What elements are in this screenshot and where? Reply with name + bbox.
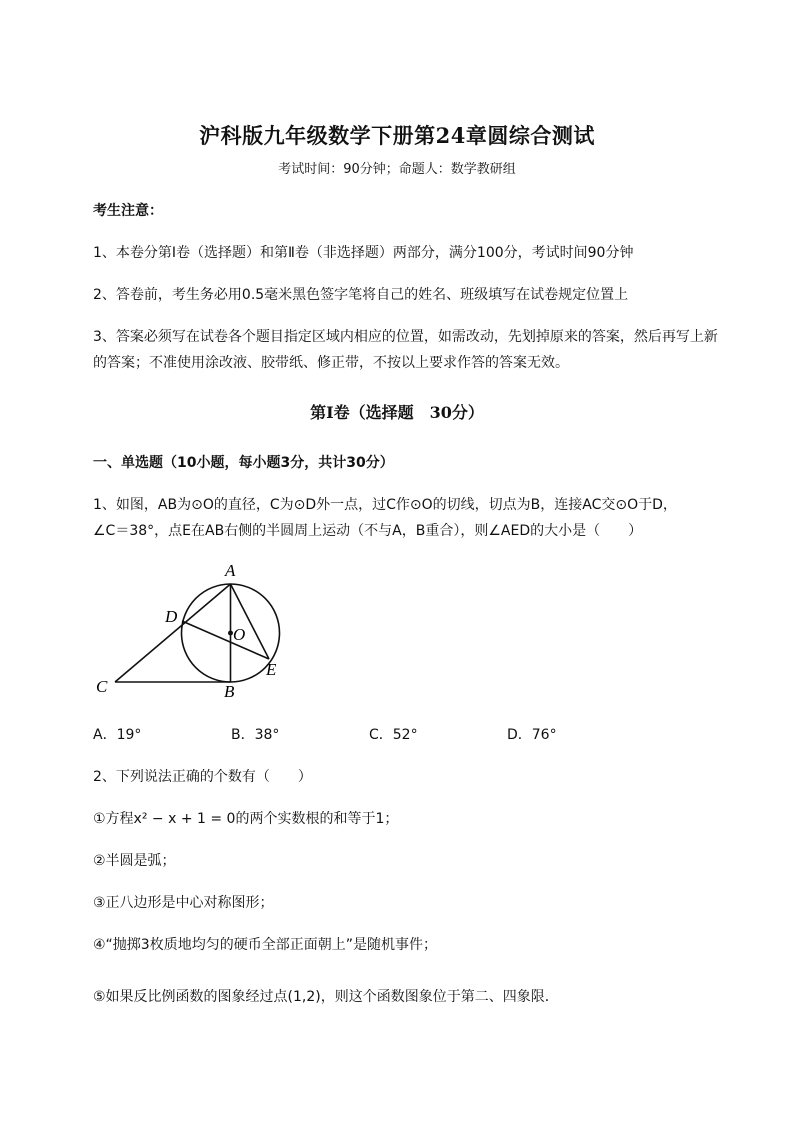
label-e: E (266, 660, 277, 679)
page-title: 沪科版九年级数学下册第24章圆综合测试 (199, 123, 595, 148)
line-ae (231, 584, 270, 659)
label-b: B (224, 682, 235, 701)
label-c: C (96, 677, 108, 696)
option-c[interactable]: C．52° (369, 727, 418, 743)
question-2-item: ④“抛掷3枚质地均匀的硬币全部正面朝上”是随机事件； (93, 937, 437, 953)
question-1-line-1: 1、如图，AB为⊙O的直径，C为⊙D外一点，过C作⊙O的切线，切点为B，连接AC交⊙O于D， (93, 497, 677, 513)
line-de (182, 621, 269, 659)
notice-item: 3、答案必须写在试卷各个题目指定区域内相应的位置，如需改动，先划掉原来的答案，然后再写上新 (93, 329, 718, 345)
section-title: 第Ⅰ卷（选择题 30分） (310, 403, 484, 422)
exam-info: 考试时间：90分钟；命题人：数学教研组 (278, 162, 516, 177)
label-a: A (225, 561, 236, 580)
notice-item: 2、答卷前，考生务必用0.5毫米黑色签字笔将自己的姓名、班级填写在试卷规定位置上 (93, 287, 629, 303)
question-2-stem: 2、下列说法正确的个数有（ ） (93, 769, 312, 785)
question-2-item: ②半圆是弧； (93, 853, 176, 869)
notice-heading: 考生注意： (93, 203, 163, 219)
line-ca (115, 584, 231, 682)
question-2-item: ③正八边形是中心对称图形； (93, 895, 274, 911)
notice-item: 的答案；不准使用涂改液、胶带纸、修正带，不按以上要求作答的答案无效。 (93, 355, 569, 371)
option-b[interactable]: B．38° (231, 727, 280, 743)
option-d[interactable]: D．76° (507, 727, 557, 743)
option-a[interactable]: A．19° (93, 727, 142, 743)
label-d: D (165, 607, 178, 626)
question-2-item: ⑤如果反比例函数的图象经过点(1,2)，则这个函数图象位于第二、四象限． (93, 989, 559, 1005)
notice-item: 1、本卷分第Ⅰ卷（选择题）和第Ⅱ卷（非选择题）两部分，满分100分，考试时间90分钟 (93, 245, 634, 261)
question-2-item: ①方程x² − x + 1 = 0的两个实数根的和等于1； (93, 811, 399, 827)
circle-tangent-figure (0, 555, 794, 705)
question-1-line-2: ∠C＝38°，点E在AB右侧的半圆周上运动（不与A，B重合），则∠AED的大小是（ ） (93, 523, 643, 539)
part-heading: 一、单选题（10小题，每小题3分，共计30分） (93, 455, 394, 471)
label-o: O (233, 625, 246, 644)
